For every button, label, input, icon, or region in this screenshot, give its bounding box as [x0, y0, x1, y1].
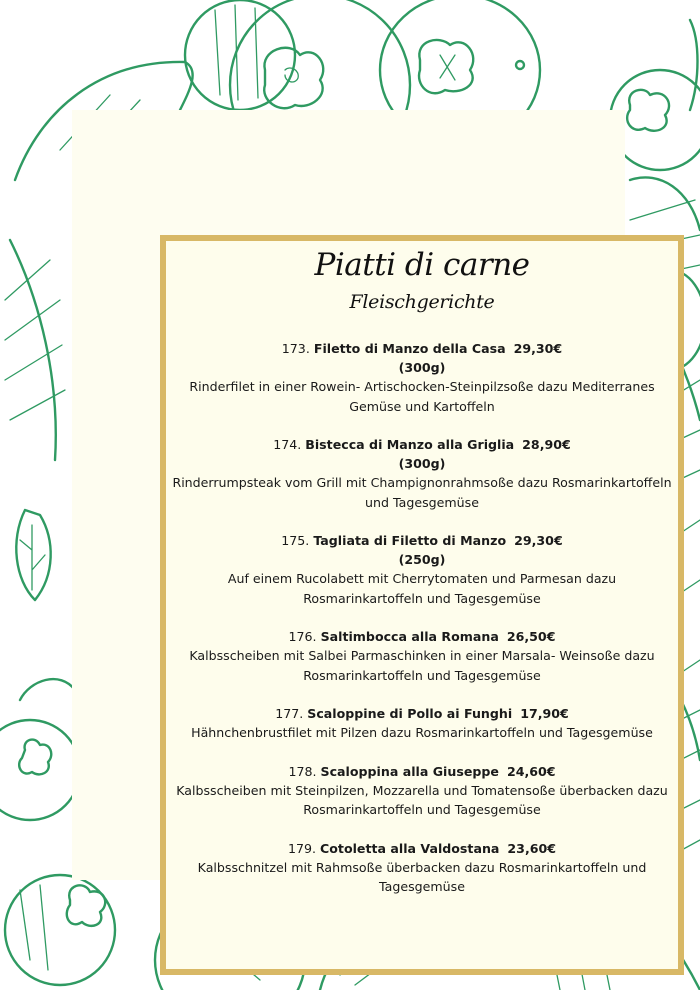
menu-item-number: 174. [273, 437, 302, 452]
menu-item-price: 28,90€ [522, 437, 571, 452]
menu-item-description: Kalbsscheiben mit Steinpilzen, Mozzarella und Tomatensoße überbacken dazu Rosmarinkartoffeln und Tagesgemüse [176, 782, 668, 817]
menu-item [166, 704, 678, 743]
menu-item-description: Rinderrumpsteak vom Grill mit Champignonrahmsoße dazu Rosmarinkartoffeln und Tagesgemüse [172, 475, 672, 510]
menu-item-header [166, 627, 678, 646]
menu-item-header [166, 435, 678, 454]
menu-item-description: Kalbsschnitzel mit Rahmsoße überbacken dazu Rosmarinkartoffeln und Tagesgemüse [197, 859, 647, 894]
menu-item-number: 178. [288, 763, 317, 779]
menu-item-header [166, 531, 678, 550]
page-subtitle: Fleischgerichte [349, 291, 495, 313]
menu-item-name: Cotoletta alla Valdostana [320, 840, 500, 856]
menu-item-number: 179. [287, 840, 317, 856]
menu-item [166, 531, 678, 608]
menu-item [166, 435, 678, 512]
menu-item-price: 24,60€ [506, 763, 556, 779]
menu-item-name: Filetto di Manzo della Casa [313, 341, 506, 356]
menu-item-number: 175. [281, 533, 310, 548]
gold-frame [160, 235, 684, 975]
menu-item-name: Scaloppine di Pollo ai Funghi [307, 706, 513, 721]
menu-item-description: Hähnchenbrustfilet mit Pilzen dazu Rosmarinkartoffeln und Tagesgemüse [191, 725, 653, 740]
menu-item-price: 17,90€ [520, 706, 569, 721]
menu-item-name: Bistecca di Manzo alla Griglia [305, 437, 515, 452]
menu-item [166, 627, 678, 685]
menu-items-list [166, 339, 678, 897]
menu-item-description: Kalbsscheiben mit Salbei Parmaschinken in einer Marsala- Weinsoße dazu Rosmarinkartoffeln und Tagesgemüse [189, 648, 655, 683]
page-title: Piatti di carne [314, 247, 530, 283]
menu-item-weight: (250g) [398, 552, 446, 567]
menu-item-name: Tagliata di Filetto di Manzo [313, 533, 507, 548]
menu-item-number: 173. [281, 341, 310, 356]
menu-item-name: Scaloppina alla Giuseppe [320, 763, 499, 779]
menu-item-price: 23,60€ [507, 840, 557, 856]
menu-item-header [166, 839, 678, 858]
menu-item-description: Rinderfilet in einer Rowein- Artischocken-Steinpilzsoße dazu Mediterranes Gemüse und Kartoffeln [189, 379, 655, 414]
menu-item-number: 176. [288, 629, 317, 644]
menu-item-price: 26,50€ [506, 629, 556, 644]
menu-item-number: 177. [275, 706, 304, 721]
menu-item-price: 29,30€ [514, 533, 563, 548]
menu-item-name: Saltimbocca alla Romana [320, 629, 499, 644]
menu-item [166, 839, 678, 897]
menu-item-price: 29,30€ [513, 341, 563, 356]
menu-panel [72, 110, 672, 894]
menu-item-weight: (300g) [398, 456, 446, 471]
menu-content [166, 241, 678, 916]
menu-item [166, 762, 678, 820]
menu-item-description: Auf einem Rucolabett mit Cherrytomaten und Parmesan dazu Rosmarinkartoffeln und Tagesgemüse [227, 571, 617, 606]
menu-item-weight: (300g) [398, 360, 446, 375]
menu-item [166, 339, 678, 416]
menu-item-header [166, 704, 678, 723]
menu-item-header [166, 762, 678, 781]
menu-item-header [166, 339, 678, 358]
